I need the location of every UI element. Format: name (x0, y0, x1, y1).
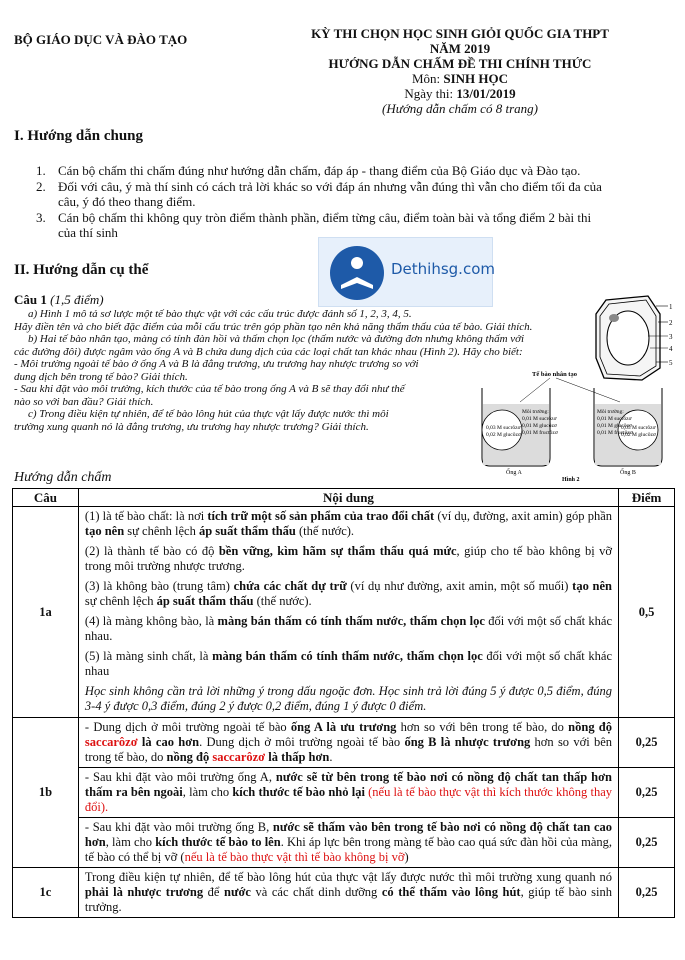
q-a-line: a) Hình 1 mô tả sơ lược một tế bào thực vật với các cấu trúc được đánh số 1, 2, 3, 4, 5. (28, 308, 412, 320)
fig1-label-4: 4 (669, 345, 673, 353)
row-content: - Sau khi đặt vào môi trường ống A, nước sẽ từ bên trong tế bào nơi có nồng độ chất tan thấp hơn thấm ra bên ngoài, làm cho kích thước tế bào nhỏ lại (nếu là tế bào thực vật thì kích thước không thay đổi). (78, 768, 618, 818)
q-c-line: trường xung quanh nó là đẳng trương, ưu trương hay nhược trương? Giải thích. (14, 420, 369, 433)
answer-point-3: (3) là không bào (trung tâm) chứa các chất dự trữ (ví dụ như đường, axit amin, một số muối) tạo nên sự chênh lệch áp suất thẩm thấu (thế nước). (84, 579, 612, 608)
q-b-line: - Môi trường ngoài tế bào ở ống A và B là đẳng trương, ưu trương hay nhược trương so với (14, 358, 419, 370)
q-b-line: b) Hai tế bào nhân tạo, màng có tính đàn hồi và thấm chọn lọc (thấm nước và đường đơn nhưng không thấm với (28, 333, 525, 345)
q-a-line: Hãy điền tên và cho biết đặc điểm của mỗi cấu trúc trên góp phần tạo nên khả năng thẩm thấu của tế bào. Giải thích. (14, 320, 533, 333)
row-content: - Dung dịch ở môi trường ngoài tế bào ống A là ưu trương hơn so với bên trong tế bào, do nồng độ saccarôzơ là cao hơn. Dung dịch ở môi trường ngoài tế bào ống B là nhược trương hơn so với bên trong tế bào, do nồng độ saccarôzơ là thấp hơn. (78, 718, 618, 768)
exam-header (250, 26, 670, 116)
row-score: 0,25 (619, 868, 675, 918)
tube-b-env-line: 0,01 M glucôzơ (597, 423, 632, 429)
instruction-text: của thí sinh (58, 225, 118, 240)
q-c-line: c) Trong điều kiện tự nhiên, để tế bào lông hút của thực vật lấy được nước thì môi (28, 408, 389, 420)
instruction-num: 2. (36, 179, 46, 194)
answer-point-2: (2) là thành tế bào có độ bền vững, kìm hãm sự thẩm thấu quá mức, giúp cho tế bào không bị vỡ trong môi trường nhược trương. (84, 544, 613, 573)
row-content: Trong điều kiện tự nhiên, để tế bào lông hút của thực vật lấy được nước thì môi trường xung quanh nó phải là nhược trương để nước và các chất dinh dưỡng có thể thấm vào lông hút, giúp tế bào sinh trưởng. (78, 868, 618, 918)
row-content (78, 507, 618, 718)
tube-a-env-title: Môi trường: (522, 409, 549, 415)
question-points: (1,5 điểm) (50, 292, 104, 307)
pages-note: (Hướng dẫn chấm có 8 trang) (382, 101, 538, 116)
nucleus (609, 314, 619, 322)
instruction-item-3 (36, 210, 676, 240)
row-score: 0,25 (619, 818, 675, 868)
question-text-b (14, 358, 469, 433)
tube-b-env-title: Môi trường: (597, 409, 624, 415)
answer-point-1: (1) là tế bào chất: là nơi tích trữ một số sản phẩm của trao đổi chất (ví dụ, đường, axit amin) góp phần tạo nên sự chênh lệch áp suất thẩm thấu (thế nước). (84, 509, 613, 538)
question-label: Câu 1 (14, 292, 47, 307)
exam-title: KỲ THI CHỌN HỌC SINH GIỎI QUỐC GIA THPT (311, 26, 609, 41)
tube-b-cell-line: 0,05 M sucrôzơ (621, 425, 656, 431)
row-content: - Sau khi đặt vào môi trường ống B, nước sẽ thấm vào bên trong tế bào nơi có nồng độ chất tan cao hơn, làm cho kích thước tế bào to lên. Khi áp lực bên trong màng tế bào cao quá sức đàn hồi của màng, tế bào có thể bị vỡ (nếu là tế bào thực vật thì tế bào không bị vỡ) (78, 818, 618, 868)
general-instructions (36, 163, 676, 240)
tube-b-cell-line: 0,02 M glucôzơ (621, 432, 656, 438)
instruction-text: Cán bộ chấm thi không quy tròn điểm thành phần, điểm từng câu, điểm toàn bài và tổng điểm 2 bài thi (58, 210, 592, 225)
table-row-1b-1 (13, 718, 675, 768)
subject-value: SINH HỌC (443, 71, 509, 86)
ministry-name: BỘ GIÁO DỤC VÀ ĐÀO TẠO (14, 32, 188, 47)
date-label: Ngày thi: (404, 86, 454, 101)
reading-person-icon (327, 243, 387, 303)
tube-a-env-line: 0,01 M sucrôzơ (522, 416, 557, 422)
table-row-1a (13, 507, 675, 718)
col-header-question: Câu (13, 489, 79, 507)
tube-a-env-line: 0,01 M glucôzơ (522, 423, 557, 429)
subject-line (250, 71, 670, 86)
exam-year: NĂM 2019 (429, 41, 491, 56)
q-b-line: các đường đôi) được ngâm vào ống A và B chứa dung dịch của các loại chất tan khác nhau (Hình 2). Hãy cho biết: (14, 345, 523, 358)
q-b-line: nào so với ban đầu? Giải thích. (14, 395, 154, 408)
tube-a-label: Ống A (506, 470, 522, 476)
tube-b-label: Ống B (620, 470, 636, 476)
section2-title: II. Hướng dẫn cụ thể (14, 262, 149, 278)
instruction-text: Đối với câu, ý mà thí sinh có cách trả lời khác so với đáp án nhưng vẫn đúng thì vẫn cho điểm tối đa của (58, 179, 602, 194)
col-header-content: Nội dung (78, 489, 618, 507)
tube-a-cell-line: 0,03 M sucrôzơ (486, 425, 521, 431)
tube-a-cell-line: 0,02 M glucôzơ (486, 432, 521, 438)
figure2-tubes (470, 366, 675, 486)
answer-point-4: (4) là màng không bào, là màng bán thấm có tính thấm nước, thấm chọn lọc đối với một số chất khác nhau. (84, 614, 613, 643)
date-value: 13/01/2019 (456, 86, 516, 101)
row-score: 0,25 (619, 718, 675, 768)
row-label: 1c (13, 868, 79, 918)
row-label: 1b (13, 718, 79, 868)
table-row-1c (13, 868, 675, 918)
fig1-label-2: 2 (669, 319, 673, 327)
question-heading (14, 292, 104, 308)
fig2-caption: Hình 2 (562, 477, 580, 483)
row-score: 0,25 (619, 768, 675, 818)
tube-a-env-line: 0,01 M fructôzơ (522, 430, 558, 436)
table-row-1b-3 (13, 818, 675, 868)
tube-b-env-line: 0,01 M sucrôzơ (597, 416, 632, 422)
instruction-item-2 (36, 179, 676, 209)
instruction-num: 3. (36, 210, 46, 225)
answer-point-5: (5) là màng sinh chất, là màng bán thấm có tính thấm nước, thấm chọn lọc đối với một số chất khác nhau (84, 649, 613, 678)
instruction-num: 1. (36, 163, 46, 178)
subject-label: Môn: (411, 71, 441, 86)
table-header-row (13, 489, 675, 507)
guide-title: HƯỚNG DẪN CHẤM ĐỀ THI CHÍNH THỨC (328, 56, 592, 71)
row-label: 1a (13, 507, 79, 718)
question-text-a (14, 308, 589, 358)
row-score: 0,5 (619, 507, 675, 718)
section1-title: I. Hướng dẫn chung (14, 128, 144, 144)
fig1-label-3: 3 (669, 333, 673, 341)
instruction-item-1 (36, 163, 676, 178)
grading-table (12, 488, 675, 918)
fig1-label-5: 5 (669, 359, 673, 367)
q-b-line: dung dịch bên trong tế bào? Giải thích. (14, 370, 188, 383)
instruction-text: Cán bộ chấm thi chấm đúng như hướng dẫn chấm, đáp áp - thang điểm của Bộ Giáo dục và Đào tạo. (58, 163, 581, 178)
date-line (250, 86, 670, 101)
tube-b-env-line: 0,01 M fructôzơ (597, 430, 633, 436)
table-row-1b-2 (13, 768, 675, 818)
grading-guide-heading: Hướng dẫn chấm (14, 470, 112, 485)
q-b-line: - Sau khi đặt vào môi trường, kích thước của tế bào trong ống A và B sẽ thay đổi như thế (14, 383, 405, 395)
col-header-score: Điểm (619, 489, 675, 507)
watermark-logo (318, 237, 493, 307)
watermark-text: Dethihsg.com (391, 260, 495, 278)
instruction-text: câu, ý đó theo thang điểm. (58, 194, 196, 209)
fig2-top-label: Tế bào nhân tạo (532, 371, 577, 378)
grading-note: Học sinh không cần trả lời những ý trong dấu ngoặc đơn. Học sinh trả lời đúng 5 ý được 0,5 điểm, đúng 3-4 ý được 0,3 điểm, đúng 2 ý được 0,2 điểm, đúng 1 ý được 0 điểm. (84, 684, 613, 713)
fig1-label-1: 1 (669, 303, 673, 311)
